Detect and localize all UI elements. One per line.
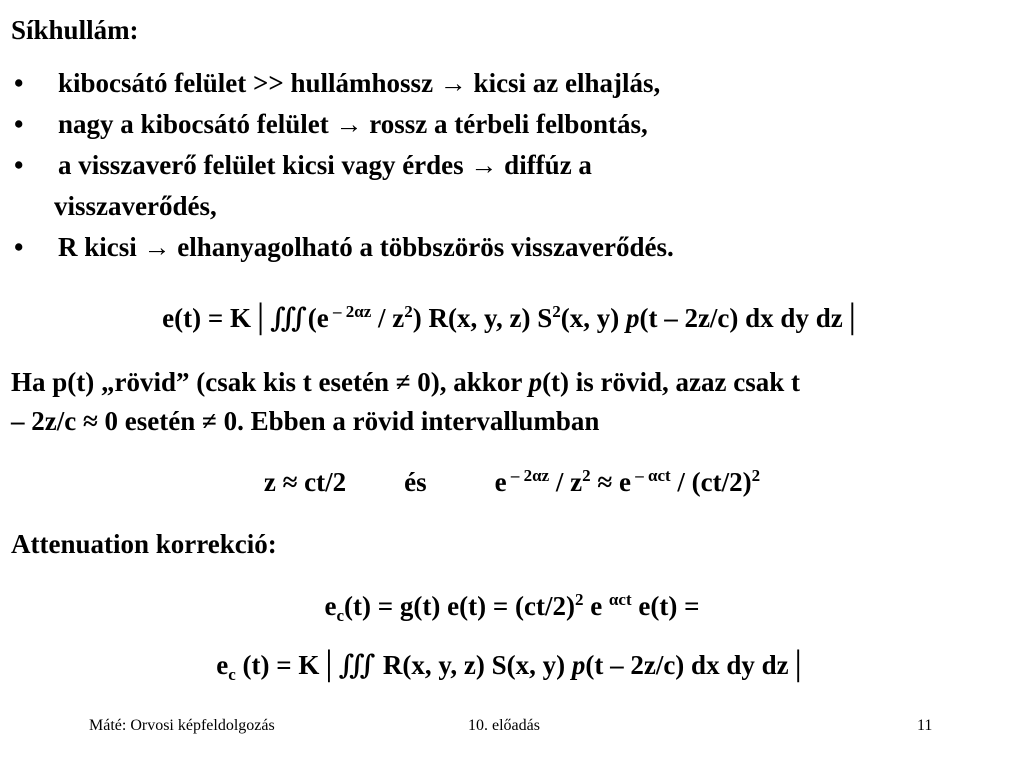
eq-sup: 2 xyxy=(574,590,584,609)
paragraph-line: – 2z/c ≈ 0 esetén ≠ 0. Ebben a rövid intervallumban xyxy=(11,406,600,436)
eq-sub: c xyxy=(336,606,345,625)
slide-heading: Síkhullám: xyxy=(11,15,139,45)
eq-italic-p: p xyxy=(625,303,640,333)
eq-sub: c xyxy=(228,665,236,684)
equation-signal xyxy=(0,302,1024,333)
paragraph-line xyxy=(11,369,800,396)
equation-approx xyxy=(0,466,1024,497)
section-heading: Attenuation korrekció: xyxy=(11,529,277,559)
eq-part: e xyxy=(494,467,507,497)
eq-sup: – 2αz xyxy=(506,466,550,485)
abs-bar-left: │ xyxy=(251,303,271,333)
eq-part: e xyxy=(216,650,229,680)
eq-part: (t – 2z/c) dx dy dz xyxy=(585,650,789,680)
para-text: Ha p(t) „rövid” (csak kis t esetén ≠ 0), akkor xyxy=(11,367,522,397)
footer-page-number: 11 xyxy=(917,717,933,734)
eq-part: e xyxy=(324,591,337,621)
equation-result xyxy=(0,650,1024,684)
eq-italic-p: p xyxy=(571,650,586,680)
bullet-marker: • xyxy=(14,150,24,180)
bullet-item: R kicsi → elhanyagolható a többszörös visszaverődés. xyxy=(58,232,674,262)
bullet-item: nagy a kibocsátó felület → rossz a térbeli felbontás, xyxy=(58,109,648,139)
eq-part: e(t) = xyxy=(631,591,700,621)
eq-part: ∭ R(x, y, z) S(x, y) xyxy=(338,650,572,680)
bullet-marker: • xyxy=(14,232,24,262)
eq-sup: 2 xyxy=(552,302,561,321)
eq-part: e xyxy=(583,591,609,621)
eq-part: ≈ e xyxy=(590,467,631,497)
eq-part: és xyxy=(404,467,427,497)
abs-bar-left: │ xyxy=(319,650,339,680)
bullet-marker: • xyxy=(14,68,24,98)
para-text: (t) is rövid, azaz csak t xyxy=(542,367,801,397)
para-italic-p: p xyxy=(528,367,543,397)
eq-sup: 2 xyxy=(404,302,413,321)
eq-sup: 2 xyxy=(751,466,761,485)
bullet-item: kibocsátó felület >> hullámhossz → kicsi az elhajlás, xyxy=(58,68,661,98)
eq-part: (t) = K xyxy=(235,650,320,680)
bullet-item: a visszaverő felület kicsi vagy érdes → diffúz a xyxy=(58,150,592,180)
eq-part: / (ct/2) xyxy=(670,467,752,497)
eq-sup: – αct xyxy=(630,466,671,485)
eq-part: (x, y) xyxy=(560,303,626,333)
abs-bar-right: │ xyxy=(842,303,862,333)
bullet-item-continuation: visszaverődés, xyxy=(54,191,217,221)
equation-correction xyxy=(0,590,1024,625)
eq-part: / z xyxy=(549,467,583,497)
eq-part: z ≈ ct/2 xyxy=(263,467,347,497)
bullet-marker: • xyxy=(14,109,24,139)
eq-sup: 2 xyxy=(582,466,591,485)
footer-author: Máté: Orvosi képfeldolgozás xyxy=(89,717,275,734)
abs-bar-right: │ xyxy=(788,650,808,680)
eq-part: (t – 2z/c) dx dy dz xyxy=(639,303,843,333)
eq-sup: – 2αz xyxy=(328,302,372,321)
eq-sup: αct xyxy=(608,590,632,609)
eq-part: ) R(x, y, z) S xyxy=(412,303,553,333)
eq-part: / z xyxy=(371,303,405,333)
footer-lecture: 10. előadás xyxy=(468,717,540,734)
eq-part: (t) = g(t) e(t) = (ct/2) xyxy=(344,591,575,621)
eq-part: e(t) = K xyxy=(162,303,252,333)
eq-part: ∭(e xyxy=(270,303,329,333)
